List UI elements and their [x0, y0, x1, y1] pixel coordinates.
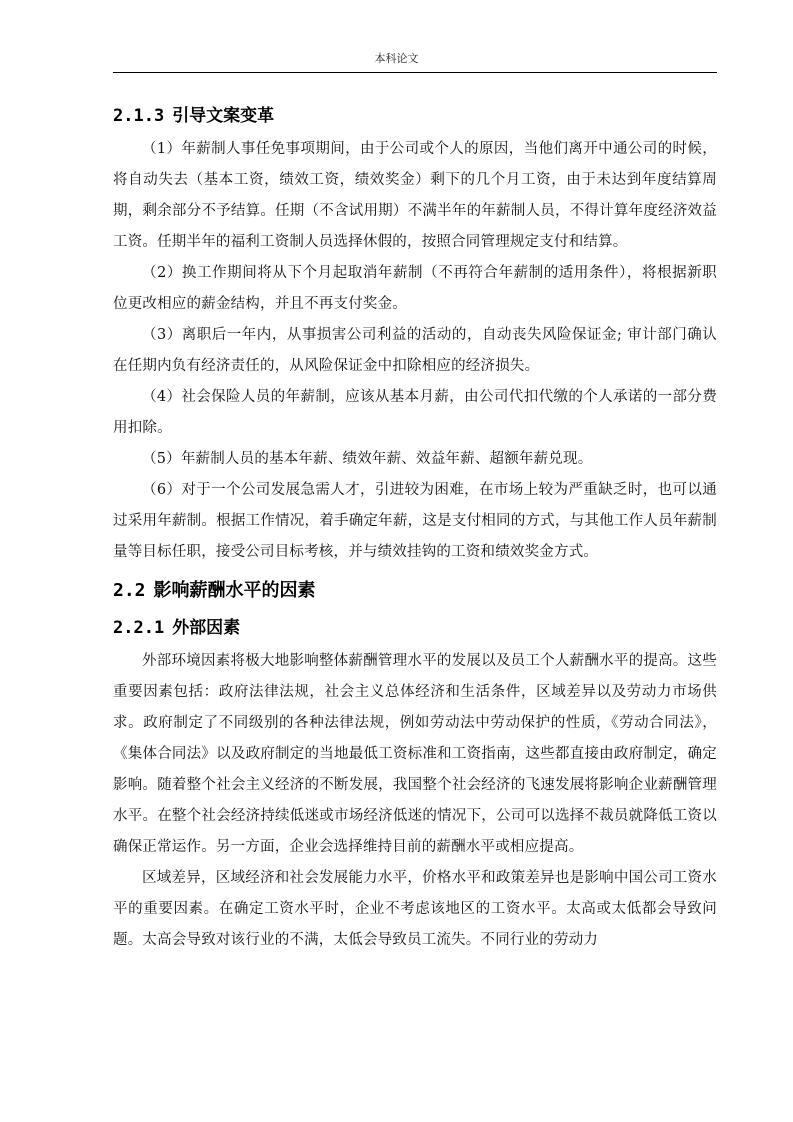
paragraph: （2）换工作期间将从下个月起取消年薪制（不再符合年薪制的适用条件），将根据新职位更改相应的薪金结构，并且不再支付奖金。	[113, 265, 717, 312]
running-header: 本科论文	[374, 52, 419, 65]
heading-number: 2.2	[113, 580, 146, 601]
section-heading-2-2-1	[113, 610, 717, 646]
heading-text: 引导文案变革	[172, 106, 275, 126]
page-body	[113, 98, 717, 956]
paragraph: （5）年薪制人员的基本年薪、绩效年薪、效益年薪、超额年薪兑现。	[142, 451, 593, 467]
heading-text: 影响薪酬水平的因素	[153, 580, 316, 601]
header-rule	[113, 72, 717, 73]
section-heading-2-2	[113, 572, 717, 610]
paragraph: 外部环境因素将极大地影响整体薪酬管理水平的发展以及员工个人薪酬水平的提高。这些重要因素包括：政府法律法规，社会主义总体经济和生活条件，区域差异以及劳动力市场供求。政府制定了不同级别的各种法律法规，例如劳动法中劳动保护的性质，《劳动合同法》，《集体合同法》以及政府制定的当地最低工资标准和工资指南，这些都直接由政府制定，确定影响。随着整个社会主义经济的不断发展，我国整个社会经济的飞速发展将影响企业薪酬管理水平。在整个社会经济持续低迷或市场经济低迷的情况下，公司可以选择不裁员就降低工资以确保正常运作。另一方面，企业会选择维持目前的薪酬水平或相应提高。	[113, 653, 717, 855]
section-heading-2-1-3	[113, 98, 717, 134]
paragraph: （6）对于一个公司发展急需人才，引进较为困难，在市场上较为严重缺乏时，也可以通过采用年薪制。根据工作情况，着手确定年薪，这是支付相同的方式，与其他工作人员年薪制量等目标任职，接受公司目标考核，并与绩效挂钩的工资和绩效奖金方式。	[113, 482, 717, 560]
heading-number: 2.1.3	[113, 106, 165, 126]
paragraph: （1）年薪制人事任免事项期间，由于公司或个人的原因，当他们离开中通公司的时候，将自动失去（基本工资，绩效工资，绩效奖金）剩下的几个月工资，由于未达到年度结算周期，剩余部分不予结算。任期（不含试用期）不满半年的年薪制人员，不得计算年度经济效益工资。任期半年的福利工资制人员选择休假的，按照合同管理规定支付和结算。	[113, 141, 717, 250]
paragraph: （3）离职后一年内，从事损害公司利益的活动的，自动丧失风险保证金; 审计部门确认在任期内负有经济责任的，从风险保证金中扣除相应的经济损失。	[113, 327, 717, 374]
paragraph: （4）社会保险人员的年薪制，应该从基本月薪，由公司代扣代缴的个人承诺的一部分费用扣除。	[113, 389, 717, 436]
paragraph: 区域差异，区域经济和社会发展能力水平，价格水平和政策差异也是影响中国公司工资水平的重要因素。在确定工资水平时，企业不考虑该地区的工资水平。太高或太低都会导致问题。太高会导致对该行业的不满，太低会导致员工流失。不同行业的劳动力	[113, 870, 717, 948]
heading-text: 外部因素	[172, 618, 241, 638]
heading-number: 2.2.1	[113, 618, 165, 638]
